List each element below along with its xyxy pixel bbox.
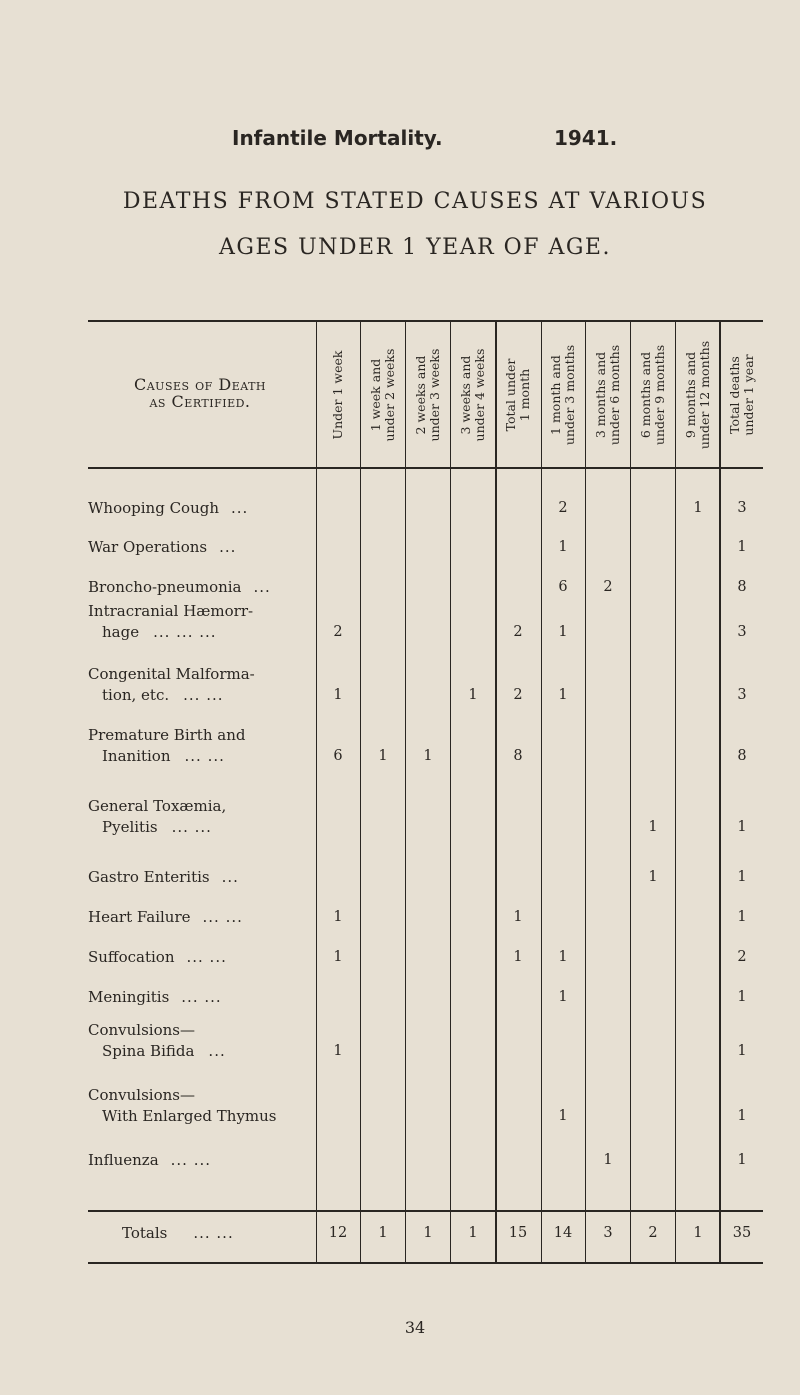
column-header-text bbox=[331, 325, 345, 465]
table-cell: 1 bbox=[693, 500, 703, 516]
table-cell: 3 bbox=[603, 1225, 613, 1241]
table-row-cause bbox=[88, 725, 318, 767]
column-header-line-1: Under 1 week bbox=[330, 350, 345, 440]
cause-text-continued: tion, etc. bbox=[102, 686, 170, 704]
table-cell: 8 bbox=[513, 748, 523, 764]
table-cell: 1 bbox=[737, 539, 747, 555]
column-header-line-2: under 2 weeks bbox=[382, 348, 397, 442]
leader-dots: ... ... bbox=[171, 818, 212, 836]
leader-dots: ... ... bbox=[186, 948, 227, 966]
column-divider bbox=[360, 322, 361, 1262]
table-cell: 1 bbox=[737, 989, 747, 1005]
table-cell: 1 bbox=[648, 819, 658, 835]
cause-text: Meningitis bbox=[88, 988, 170, 1006]
table-row-cause bbox=[88, 987, 318, 1008]
table-cell: 1 bbox=[333, 687, 343, 703]
column-header-line-2: under 4 weeks bbox=[472, 348, 487, 442]
cause-header-line-1: Causes of Death bbox=[133, 375, 266, 394]
column-header-text bbox=[369, 325, 397, 465]
column-header-7 bbox=[586, 325, 630, 465]
table-cell: 3 bbox=[737, 687, 747, 703]
column-header-text bbox=[639, 325, 667, 465]
cause-text-continued: Spina Bifida bbox=[102, 1042, 195, 1060]
table-cell: 1 bbox=[333, 1043, 343, 1059]
table-cell: 1 bbox=[333, 909, 343, 925]
table-row-cause bbox=[88, 947, 318, 968]
table-cell: 35 bbox=[732, 1225, 752, 1241]
table-cell: 1 bbox=[378, 748, 388, 764]
table-cell: 14 bbox=[553, 1225, 573, 1241]
table-row-cause bbox=[88, 577, 318, 598]
leader-dots: ... ... ... bbox=[153, 623, 217, 641]
cause-text-continued: hage bbox=[102, 623, 140, 641]
cause-line-1 bbox=[88, 537, 318, 558]
cause-line-1 bbox=[88, 1085, 318, 1106]
cause-line-2 bbox=[88, 1106, 318, 1127]
column-header-4 bbox=[451, 325, 495, 465]
table-cell: 1 bbox=[423, 1225, 433, 1241]
cause-line-1 bbox=[88, 947, 318, 968]
cause-text: Convulsions— bbox=[88, 1021, 195, 1039]
column-header-line-1: 1 month and bbox=[548, 355, 563, 435]
column-header-line-2: 1 month bbox=[517, 368, 532, 422]
cause-line-1 bbox=[88, 867, 318, 888]
column-divider bbox=[585, 322, 586, 1262]
table-cell: 1 bbox=[513, 909, 523, 925]
table-cell: 1 bbox=[333, 949, 343, 965]
cause-line-1 bbox=[88, 987, 318, 1008]
cause-line-1 bbox=[88, 725, 318, 746]
totals-top-rule bbox=[88, 1210, 763, 1212]
table-cell: 1 bbox=[693, 1225, 703, 1241]
table-cell: 1 bbox=[558, 687, 568, 703]
cause-line-1 bbox=[88, 498, 318, 519]
table-cell: 2 bbox=[513, 687, 523, 703]
table-cell: 1 bbox=[737, 1152, 747, 1168]
column-header-line-2: under 3 months bbox=[562, 344, 577, 446]
table-cell: 1 bbox=[648, 869, 658, 885]
cause-text: Gastro Enteritis bbox=[88, 868, 210, 886]
table-row-cause bbox=[88, 1020, 318, 1062]
leader-dots: ... ... bbox=[184, 747, 225, 765]
column-header-text bbox=[594, 325, 622, 465]
leader-dots: ... ... bbox=[181, 988, 222, 1006]
cause-column-header bbox=[100, 376, 300, 410]
column-divider bbox=[450, 322, 451, 1262]
table-cell: 8 bbox=[737, 748, 747, 764]
table-cell: 2 bbox=[333, 624, 343, 640]
cause-text: Influenza bbox=[88, 1151, 159, 1169]
column-header-text bbox=[459, 325, 487, 465]
table-row-cause bbox=[88, 867, 318, 888]
table-cell: 1 bbox=[737, 869, 747, 885]
table-top-rule bbox=[88, 320, 763, 322]
leader-dots: ... bbox=[221, 868, 239, 886]
column-header-8 bbox=[631, 325, 675, 465]
column-divider bbox=[630, 322, 631, 1262]
cause-text: Convulsions— bbox=[88, 1086, 195, 1104]
cause-line-1 bbox=[88, 577, 318, 598]
column-header-line-2: under 12 months bbox=[697, 340, 712, 450]
cause-text: General Toxæmia, bbox=[88, 797, 227, 815]
table-row-cause bbox=[88, 537, 318, 558]
table-cell: 8 bbox=[737, 579, 747, 595]
table-cell: 3 bbox=[737, 624, 747, 640]
column-header-6 bbox=[541, 325, 585, 465]
table-cell: 1 bbox=[558, 989, 568, 1005]
cause-text: Broncho-pneumonia bbox=[88, 578, 242, 596]
table-row-cause bbox=[88, 664, 318, 706]
totals-label-text: Totals bbox=[122, 1224, 168, 1242]
table-cell: 2 bbox=[558, 500, 568, 516]
column-divider bbox=[405, 322, 406, 1262]
column-header-line-1: 3 weeks and bbox=[458, 355, 473, 435]
table-row-cause bbox=[88, 1150, 318, 1171]
table-cell: 2 bbox=[603, 579, 613, 595]
leader-dots: ... bbox=[219, 538, 237, 556]
column-header-line-2: under 3 weeks bbox=[427, 348, 442, 442]
column-header-line-1: Total deaths bbox=[727, 356, 742, 434]
table-cell: 1 bbox=[737, 1108, 747, 1124]
table-row-cause bbox=[88, 498, 318, 519]
column-header-line-1: 3 months and bbox=[593, 351, 608, 439]
column-header-line-1: 9 months and bbox=[683, 351, 698, 439]
table-cell: 1 bbox=[558, 624, 568, 640]
cause-line-1 bbox=[88, 1150, 318, 1171]
column-header-9 bbox=[676, 325, 720, 465]
cause-text: Congenital Malforma- bbox=[88, 665, 255, 683]
column-header-1 bbox=[316, 325, 360, 465]
header-bottom-rule bbox=[88, 467, 763, 469]
leader-dots: ... ... bbox=[202, 908, 243, 926]
column-header-5 bbox=[496, 325, 540, 465]
column-header-line-1: 2 weeks and bbox=[413, 355, 428, 435]
table-cell: 3 bbox=[737, 500, 747, 516]
table-row-cause bbox=[88, 601, 318, 643]
table-cell: 1 bbox=[558, 1108, 568, 1124]
table-cell: 6 bbox=[558, 579, 568, 595]
table-cell: 1 bbox=[737, 819, 747, 835]
totals-label bbox=[122, 1224, 234, 1242]
cause-header-line-2: as Certified. bbox=[149, 392, 251, 411]
cause-text-continued: With Enlarged Thymus bbox=[102, 1107, 277, 1125]
table-cell: 6 bbox=[333, 748, 343, 764]
column-divider bbox=[675, 322, 676, 1262]
column-header-line-2: under 6 months bbox=[607, 344, 622, 446]
column-header-line-1: 6 months and bbox=[638, 351, 653, 439]
leader-dots: ... bbox=[231, 499, 249, 517]
cause-line-1 bbox=[88, 907, 318, 928]
table-cell: 2 bbox=[513, 624, 523, 640]
column-header-line-2: under 9 months bbox=[652, 344, 667, 446]
column-header-2 bbox=[361, 325, 405, 465]
heading-year: 1941. bbox=[554, 126, 618, 150]
table-cell: 1 bbox=[737, 909, 747, 925]
cause-text: Premature Birth and bbox=[88, 726, 246, 744]
table-cell: 1 bbox=[468, 1225, 478, 1241]
cause-text: Whooping Cough bbox=[88, 499, 220, 517]
table-cell: 12 bbox=[328, 1225, 348, 1241]
table-bottom-rule bbox=[88, 1262, 763, 1264]
column-header-line-1: 1 week and bbox=[368, 358, 383, 432]
leader-dots: ... ... bbox=[170, 1151, 212, 1169]
cause-line-2 bbox=[88, 746, 318, 767]
leader-dots: ... bbox=[253, 578, 271, 596]
leader-dots: ... bbox=[208, 1042, 226, 1060]
cause-line-1 bbox=[88, 796, 318, 817]
table-cell: 1 bbox=[603, 1152, 613, 1168]
column-header-10 bbox=[720, 325, 764, 465]
table-cell: 1 bbox=[737, 1043, 747, 1059]
cause-line-2 bbox=[88, 817, 318, 838]
table-row-cause bbox=[88, 796, 318, 838]
cause-text: Suffocation bbox=[88, 948, 175, 966]
cause-line-1 bbox=[88, 664, 318, 685]
table-cell: 2 bbox=[737, 949, 747, 965]
leader-dots: ... ... bbox=[193, 1224, 234, 1242]
cause-text: Intracranial Hæmorr- bbox=[88, 602, 254, 620]
column-divider bbox=[495, 322, 497, 1262]
cause-line-2 bbox=[88, 685, 318, 706]
cause-text-continued: Pyelitis bbox=[102, 818, 158, 836]
table-cell: 1 bbox=[468, 687, 478, 703]
column-header-text bbox=[414, 325, 442, 465]
table-row-cause bbox=[88, 907, 318, 928]
table-cell: 1 bbox=[513, 949, 523, 965]
table-row-cause bbox=[88, 1085, 318, 1127]
cause-text-continued: Inanition bbox=[102, 747, 171, 765]
subtitle-line-2: AGES UNDER 1 YEAR OF AGE. bbox=[219, 235, 611, 260]
page-number: 34 bbox=[404, 1318, 426, 1337]
cause-line-2 bbox=[88, 622, 318, 643]
table-cell: 1 bbox=[378, 1225, 388, 1241]
cause-line-2 bbox=[88, 1041, 318, 1062]
column-header-text bbox=[728, 325, 756, 465]
leader-dots: ... ... bbox=[183, 686, 224, 704]
cause-text: Heart Failure bbox=[88, 908, 191, 926]
table-cell: 1 bbox=[558, 949, 568, 965]
table-cell: 2 bbox=[648, 1225, 658, 1241]
column-header-text bbox=[504, 325, 532, 465]
cause-line-1 bbox=[88, 601, 318, 622]
column-header-text bbox=[549, 325, 577, 465]
column-header-line-2: under 1 year bbox=[741, 354, 756, 436]
subtitle-line-1: DEATHS FROM STATED CAUSES AT VARIOUS bbox=[122, 189, 708, 214]
table-cell: 15 bbox=[508, 1225, 528, 1241]
column-header-line-1: Total under bbox=[503, 358, 518, 432]
column-header-3 bbox=[406, 325, 450, 465]
column-header-text bbox=[684, 325, 712, 465]
heading-title: Infantile Mortality. bbox=[232, 126, 443, 150]
page-heading bbox=[0, 120, 800, 160]
cause-text: War Operations bbox=[88, 538, 208, 556]
table-cell: 1 bbox=[558, 539, 568, 555]
cause-line-1 bbox=[88, 1020, 318, 1041]
table-cell: 1 bbox=[423, 748, 433, 764]
